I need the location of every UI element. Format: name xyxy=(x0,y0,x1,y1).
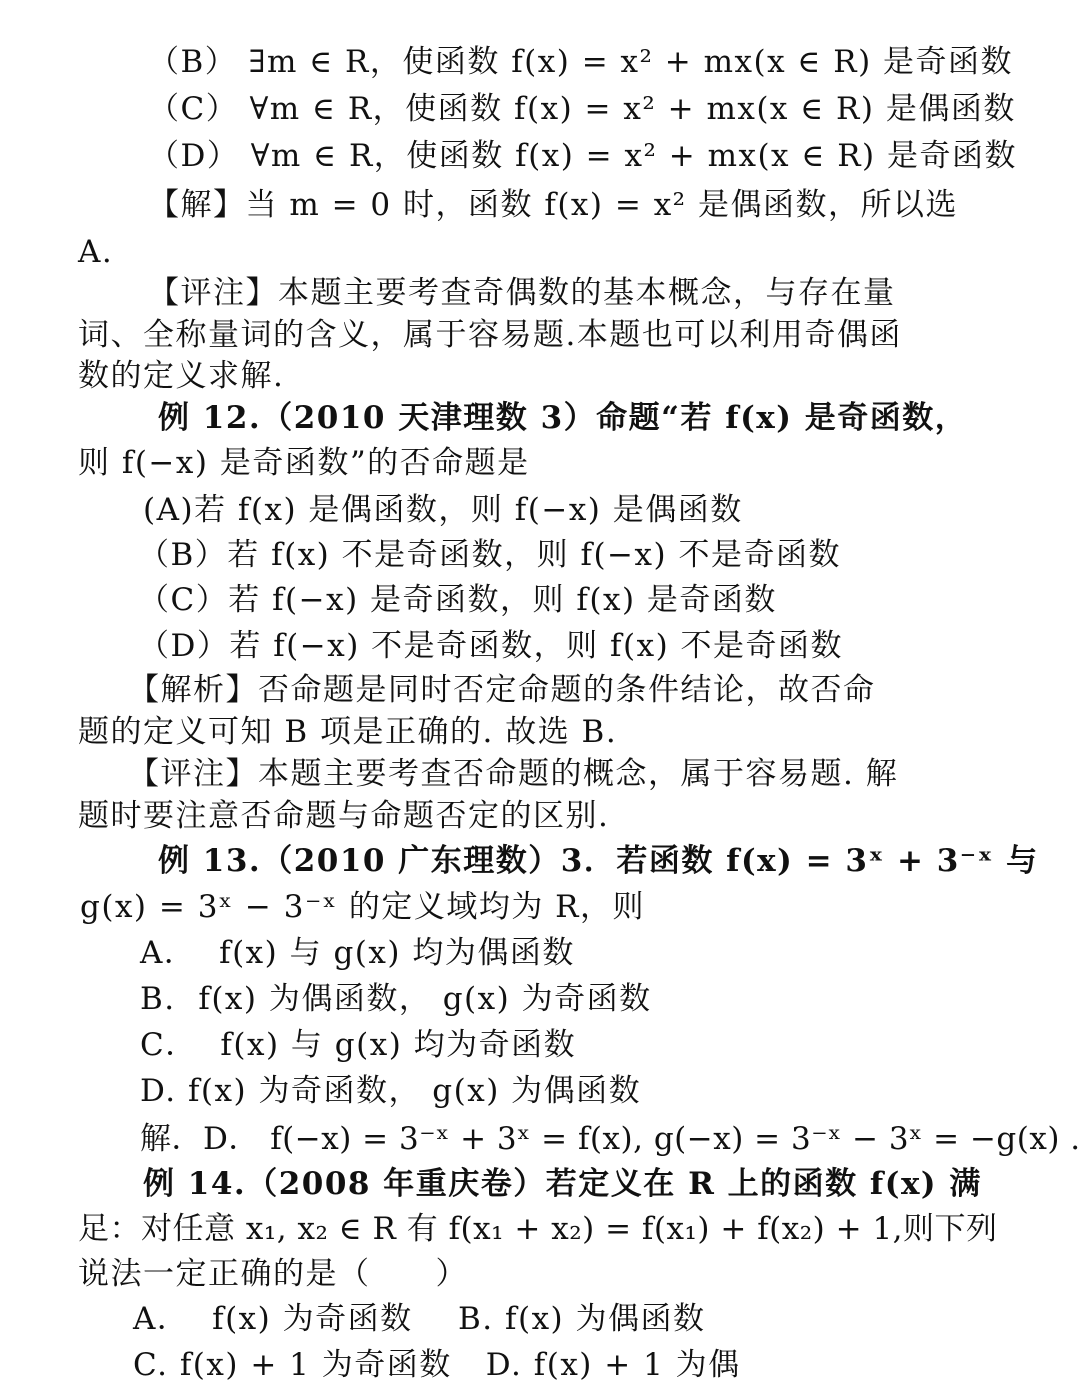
example-13-option-d: D. f(x) 为奇函数， g(x) 为偶函数 xyxy=(140,1073,642,1109)
example-14-options-cd: C. f(x) + 1 为奇函数 D. f(x) + 1 为偶 xyxy=(133,1347,741,1383)
example-13-option-a: A． f(x) 与 g(x) 均为偶函数 xyxy=(140,935,575,971)
example-13-option-c: C． f(x) 与 g(x) 均为奇函数 xyxy=(140,1027,577,1063)
comment-line-2: 词、全称量词的含义，属于容易题.本题也可以利用奇偶函 xyxy=(78,317,902,353)
example-12-option-b: （B）若 f(x) 不是奇函数，则 f(−x) 不是奇函数 xyxy=(138,537,841,573)
example-12-option-a: (A)若 f(x) 是偶函数，则 f(−x) 是偶函数 xyxy=(143,492,743,528)
analysis-line-1: 【解析】否命题是同时否定命题的条件结论，故否命 xyxy=(128,672,876,708)
option-b-line: （B） ∃m ∈ R，使函数 f(x) = x² + mx(x ∈ R) 是奇函数 xyxy=(148,44,1014,80)
example-12-option-c: （C）若 f(−x) 是奇函数，则 f(x) 是奇函数 xyxy=(138,582,777,618)
comment-line-1: 【评注】本题主要考查奇偶数的基本概念，与存在量 xyxy=(148,275,896,311)
example-12-option-d: （D）若 f(−x) 不是奇函数，则 f(x) 不是奇函数 xyxy=(138,628,844,664)
comment2-line-1: 【评注】本题主要考查否命题的概念，属于容易题. 解 xyxy=(128,756,899,792)
example-14-line-3: 说法一定正确的是（ ） xyxy=(78,1256,468,1292)
example-13-title: 例 13.（2010 广东理数）3．若函数 f(x) = 3ˣ + 3⁻ˣ 与 xyxy=(158,843,1039,879)
analysis-line-2: 题的定义可知 B 项是正确的. 故选 B. xyxy=(78,714,618,750)
example-14-options-ab: A． f(x) 为奇函数 B. f(x) 为偶函数 xyxy=(133,1301,706,1337)
option-c-line: （C） ∀m ∈ R，使函数 f(x) = x² + mx(x ∈ R) 是偶函数 xyxy=(148,91,1016,127)
example-13-option-b: B. f(x) 为偶函数， g(x) 为奇函数 xyxy=(140,981,652,1017)
example-12-line-2: 则 f(−x) 是奇函数”的否命题是 xyxy=(78,445,530,481)
comment-line-3: 数的定义求解. xyxy=(78,358,285,394)
option-d-line: （D） ∀m ∈ R，使函数 f(x) = x² + mx(x ∈ R) 是奇函数 xyxy=(148,138,1017,174)
comment2-line-2: 题时要注意否命题与命题否定的区别. xyxy=(78,798,610,834)
example-13-solution: 解．D． f(−x) = 3⁻ˣ + 3ˣ = f(x), g(−x) = 3⁻ˣ − 3ˣ = −g(x) . xyxy=(140,1121,1081,1157)
solution-answer: A. xyxy=(78,234,114,270)
example-14-line-2: 足：对任意 x₁, x₂ ∈ R 有 f(x₁ + x₂) = f(x₁) + f(x₂) + 1,则下列 xyxy=(78,1211,998,1247)
example-12-title: 例 12.（2010 天津理数 3）命题“若 f(x) 是奇函数， xyxy=(158,400,968,436)
solution-line: 【解】当 m = 0 时，函数 f(x) = x² 是偶函数，所以选 xyxy=(148,187,958,223)
example-13-line-2: g(x) = 3ˣ − 3⁻ˣ 的定义域均为 R，则 xyxy=(80,889,646,925)
example-14-title: 例 14.（2008 年重庆卷）若定义在 R 上的函数 f(x) 满 xyxy=(143,1166,982,1202)
